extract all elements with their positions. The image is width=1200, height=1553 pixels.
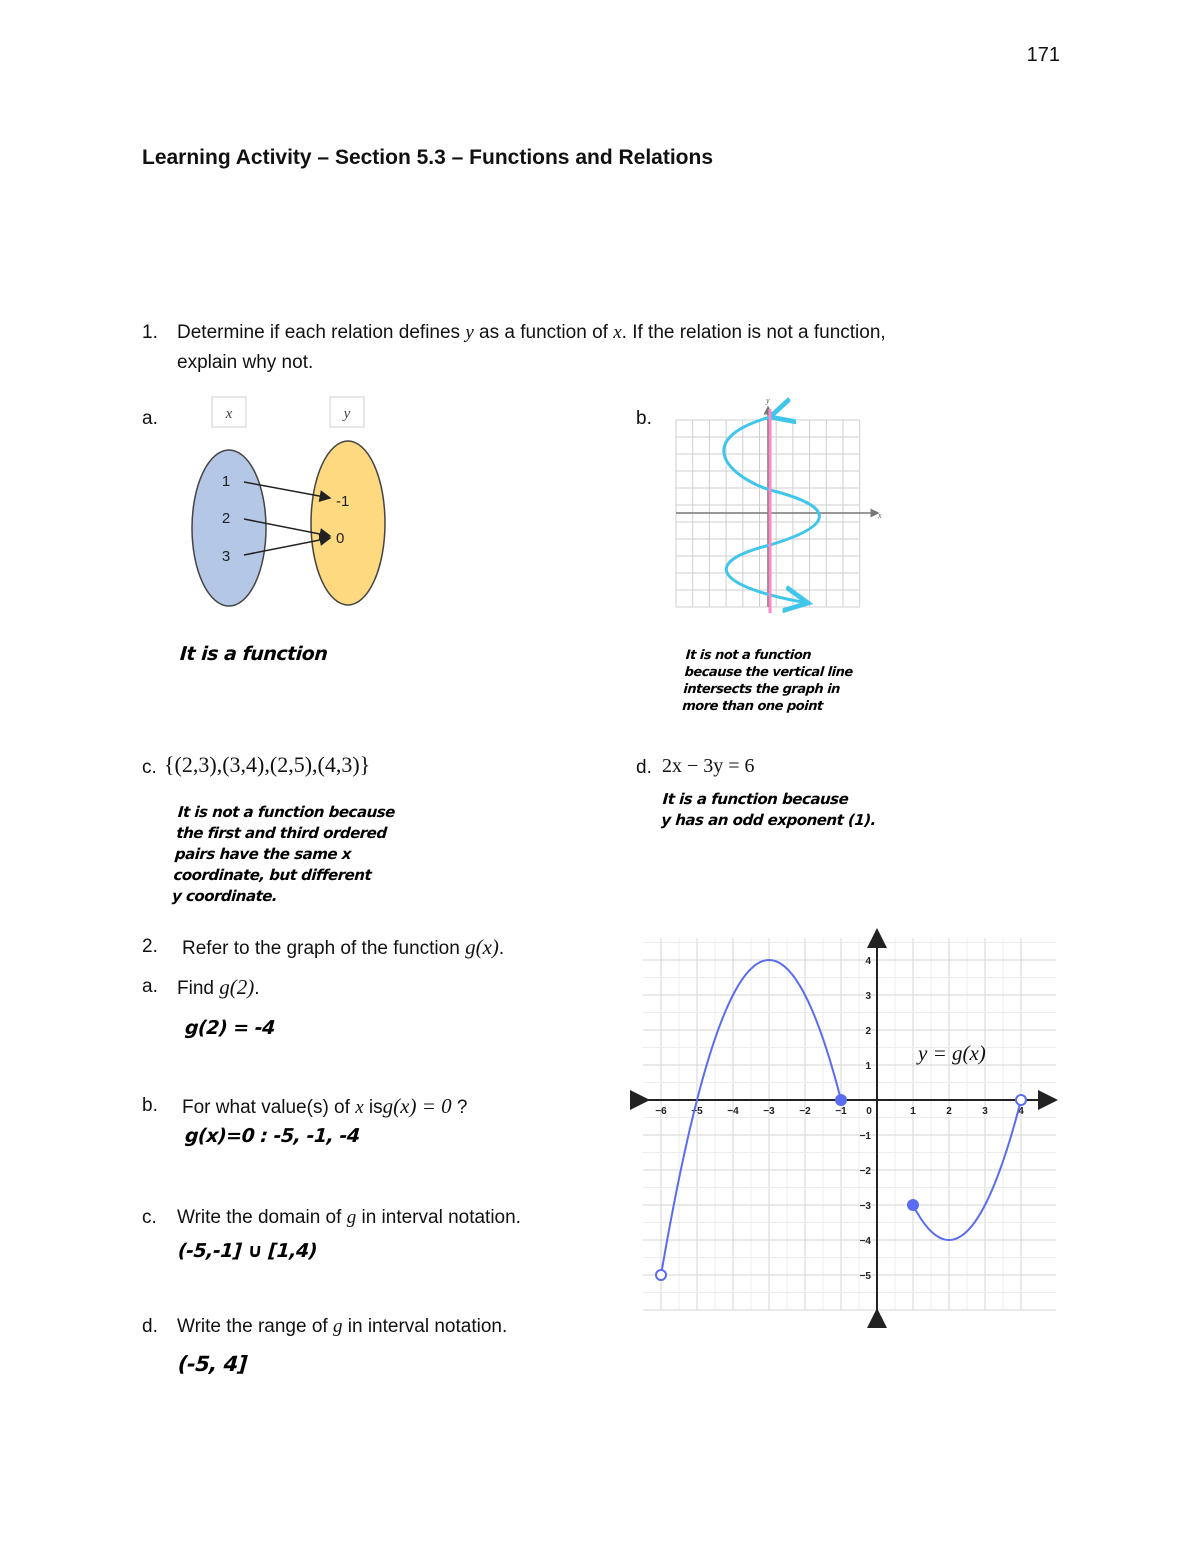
x-header: x (225, 406, 233, 422)
answer-1b-line: because the vertical line (684, 665, 854, 680)
q2a-expr: g(2) (219, 975, 255, 999)
x-tick-label: −6 (655, 1106, 667, 1117)
part-1a-label: a. (142, 408, 158, 429)
q2-text: Refer to the graph of the function (182, 938, 460, 959)
x-tick-label: −2 (799, 1106, 811, 1117)
question-1-prompt-line2: explain why not. (177, 352, 314, 373)
answer-1b-line: intersects the graph in (682, 682, 841, 697)
answer-1c-line: It is not a function because (177, 803, 396, 821)
q2b-text: For what value(s) of (182, 1097, 350, 1118)
domain-value: 2 (221, 510, 231, 527)
x-tick-label: −4 (727, 1106, 739, 1117)
answer-1c-line: pairs have the same x (174, 845, 352, 863)
part-2d-label: d. (142, 1316, 158, 1337)
x-tick-label: 1 (910, 1106, 916, 1117)
question-1-number: 1. (142, 322, 158, 343)
grid-lines (643, 938, 1056, 1310)
part-1c-label: c. (142, 757, 157, 778)
q2-function: g(x) (465, 935, 499, 959)
range-value: 0 (336, 530, 345, 547)
part-1d-label: d. (636, 757, 652, 778)
q1-text-c: . If the relation is not a function, (621, 322, 886, 343)
question-2-number: 2. (142, 936, 158, 957)
q2b-expr: g(x) = 0 (382, 1094, 452, 1118)
closed-endpoint (836, 1095, 846, 1105)
y-tick-label: 4 (865, 956, 871, 967)
x-tick-label: 3 (982, 1106, 988, 1117)
x-tick-label: −1 (835, 1106, 847, 1117)
q1-var-x: x (613, 322, 622, 343)
x-axis-label: x (878, 511, 882, 520)
domain-value: 3 (221, 548, 231, 565)
y-header: y (343, 406, 351, 422)
y-tick-label: −3 (859, 1201, 871, 1212)
y-tick-label: 3 (865, 991, 871, 1002)
range-value: -1 (336, 493, 350, 510)
q2d-text-b: in interval notation. (347, 1316, 508, 1337)
x-tick-label: 0 (866, 1106, 872, 1117)
answer-2d: (-5, 4] (177, 1352, 248, 1376)
part-2c-label: c. (142, 1207, 157, 1228)
q2a-end: . (254, 978, 260, 999)
x-tick-label: 2 (946, 1106, 952, 1117)
answer-1a: It is a function (179, 643, 329, 665)
q2d-var: g (332, 1316, 343, 1337)
y-tick-label: 1 (865, 1061, 871, 1072)
x-tick-label: −3 (763, 1106, 775, 1117)
answer-2a: g(2) = -4 (184, 1017, 276, 1039)
q2b-var: x (355, 1097, 364, 1118)
q2b-text2: is (368, 1097, 383, 1118)
answer-1b-line: It is not a function (685, 648, 812, 663)
y-tick-label: 2 (865, 1026, 871, 1037)
answer-1c-line: y coordinate. (171, 887, 278, 905)
part-1b-label: b. (636, 408, 652, 429)
open-endpoint (656, 1270, 666, 1280)
domain-value: 1 (221, 473, 231, 490)
q2-end: . (498, 938, 505, 959)
page-number: 171 (1026, 44, 1060, 66)
ordered-pairs-set: {(2,3),(3,4),(2,5),(4,3)} (164, 752, 371, 777)
q2b-end: ? (456, 1097, 468, 1118)
open-endpoint (1016, 1095, 1026, 1105)
q1-text-a: Determine if each relation defines (177, 322, 461, 343)
curve-label: y = g(x) (918, 1041, 986, 1065)
x-tick-label: 4 (1018, 1106, 1024, 1117)
q1-text-b: as a function of (479, 322, 608, 343)
q2c-text-b: in interval notation. (361, 1207, 521, 1228)
answer-1c-line: the first and third ordered (175, 824, 388, 842)
tick-labels (655, 956, 1024, 1282)
equation: 2x − 3y = 6 (662, 755, 755, 777)
part-2b-label: b. (142, 1095, 158, 1116)
q2c-text-a: Write the domain of (177, 1207, 342, 1228)
answer-1c-line: coordinate, but different (172, 866, 372, 884)
answer-2b: g(x)=0 : -5, -1, -4 (184, 1125, 361, 1147)
page-title: Learning Activity – Section 5.3 – Functions and Relations (142, 146, 714, 169)
answer-1b-line: more than one point (681, 699, 824, 714)
answer-2c: (-5,-1] ∪ [1,4) (177, 1240, 318, 1262)
answer-1d-line: It is a function because (662, 790, 850, 808)
x-tick-label: −5 (691, 1106, 703, 1117)
q1-var-y: y (465, 322, 474, 343)
part-2a-label: a. (142, 976, 158, 997)
y-axis-label: y (766, 396, 770, 405)
q2c-var: g (346, 1207, 357, 1228)
y-tick-label: −2 (859, 1166, 871, 1177)
y-tick-label: −5 (859, 1271, 871, 1282)
y-tick-label: −4 (859, 1236, 871, 1247)
answer-1d-line: y has an odd exponent (1). (660, 811, 877, 829)
closed-endpoint (908, 1200, 918, 1210)
y-tick-label: −1 (859, 1131, 871, 1142)
q2d-text-a: Write the range of (177, 1316, 328, 1337)
q2a-text: Find (177, 978, 214, 999)
